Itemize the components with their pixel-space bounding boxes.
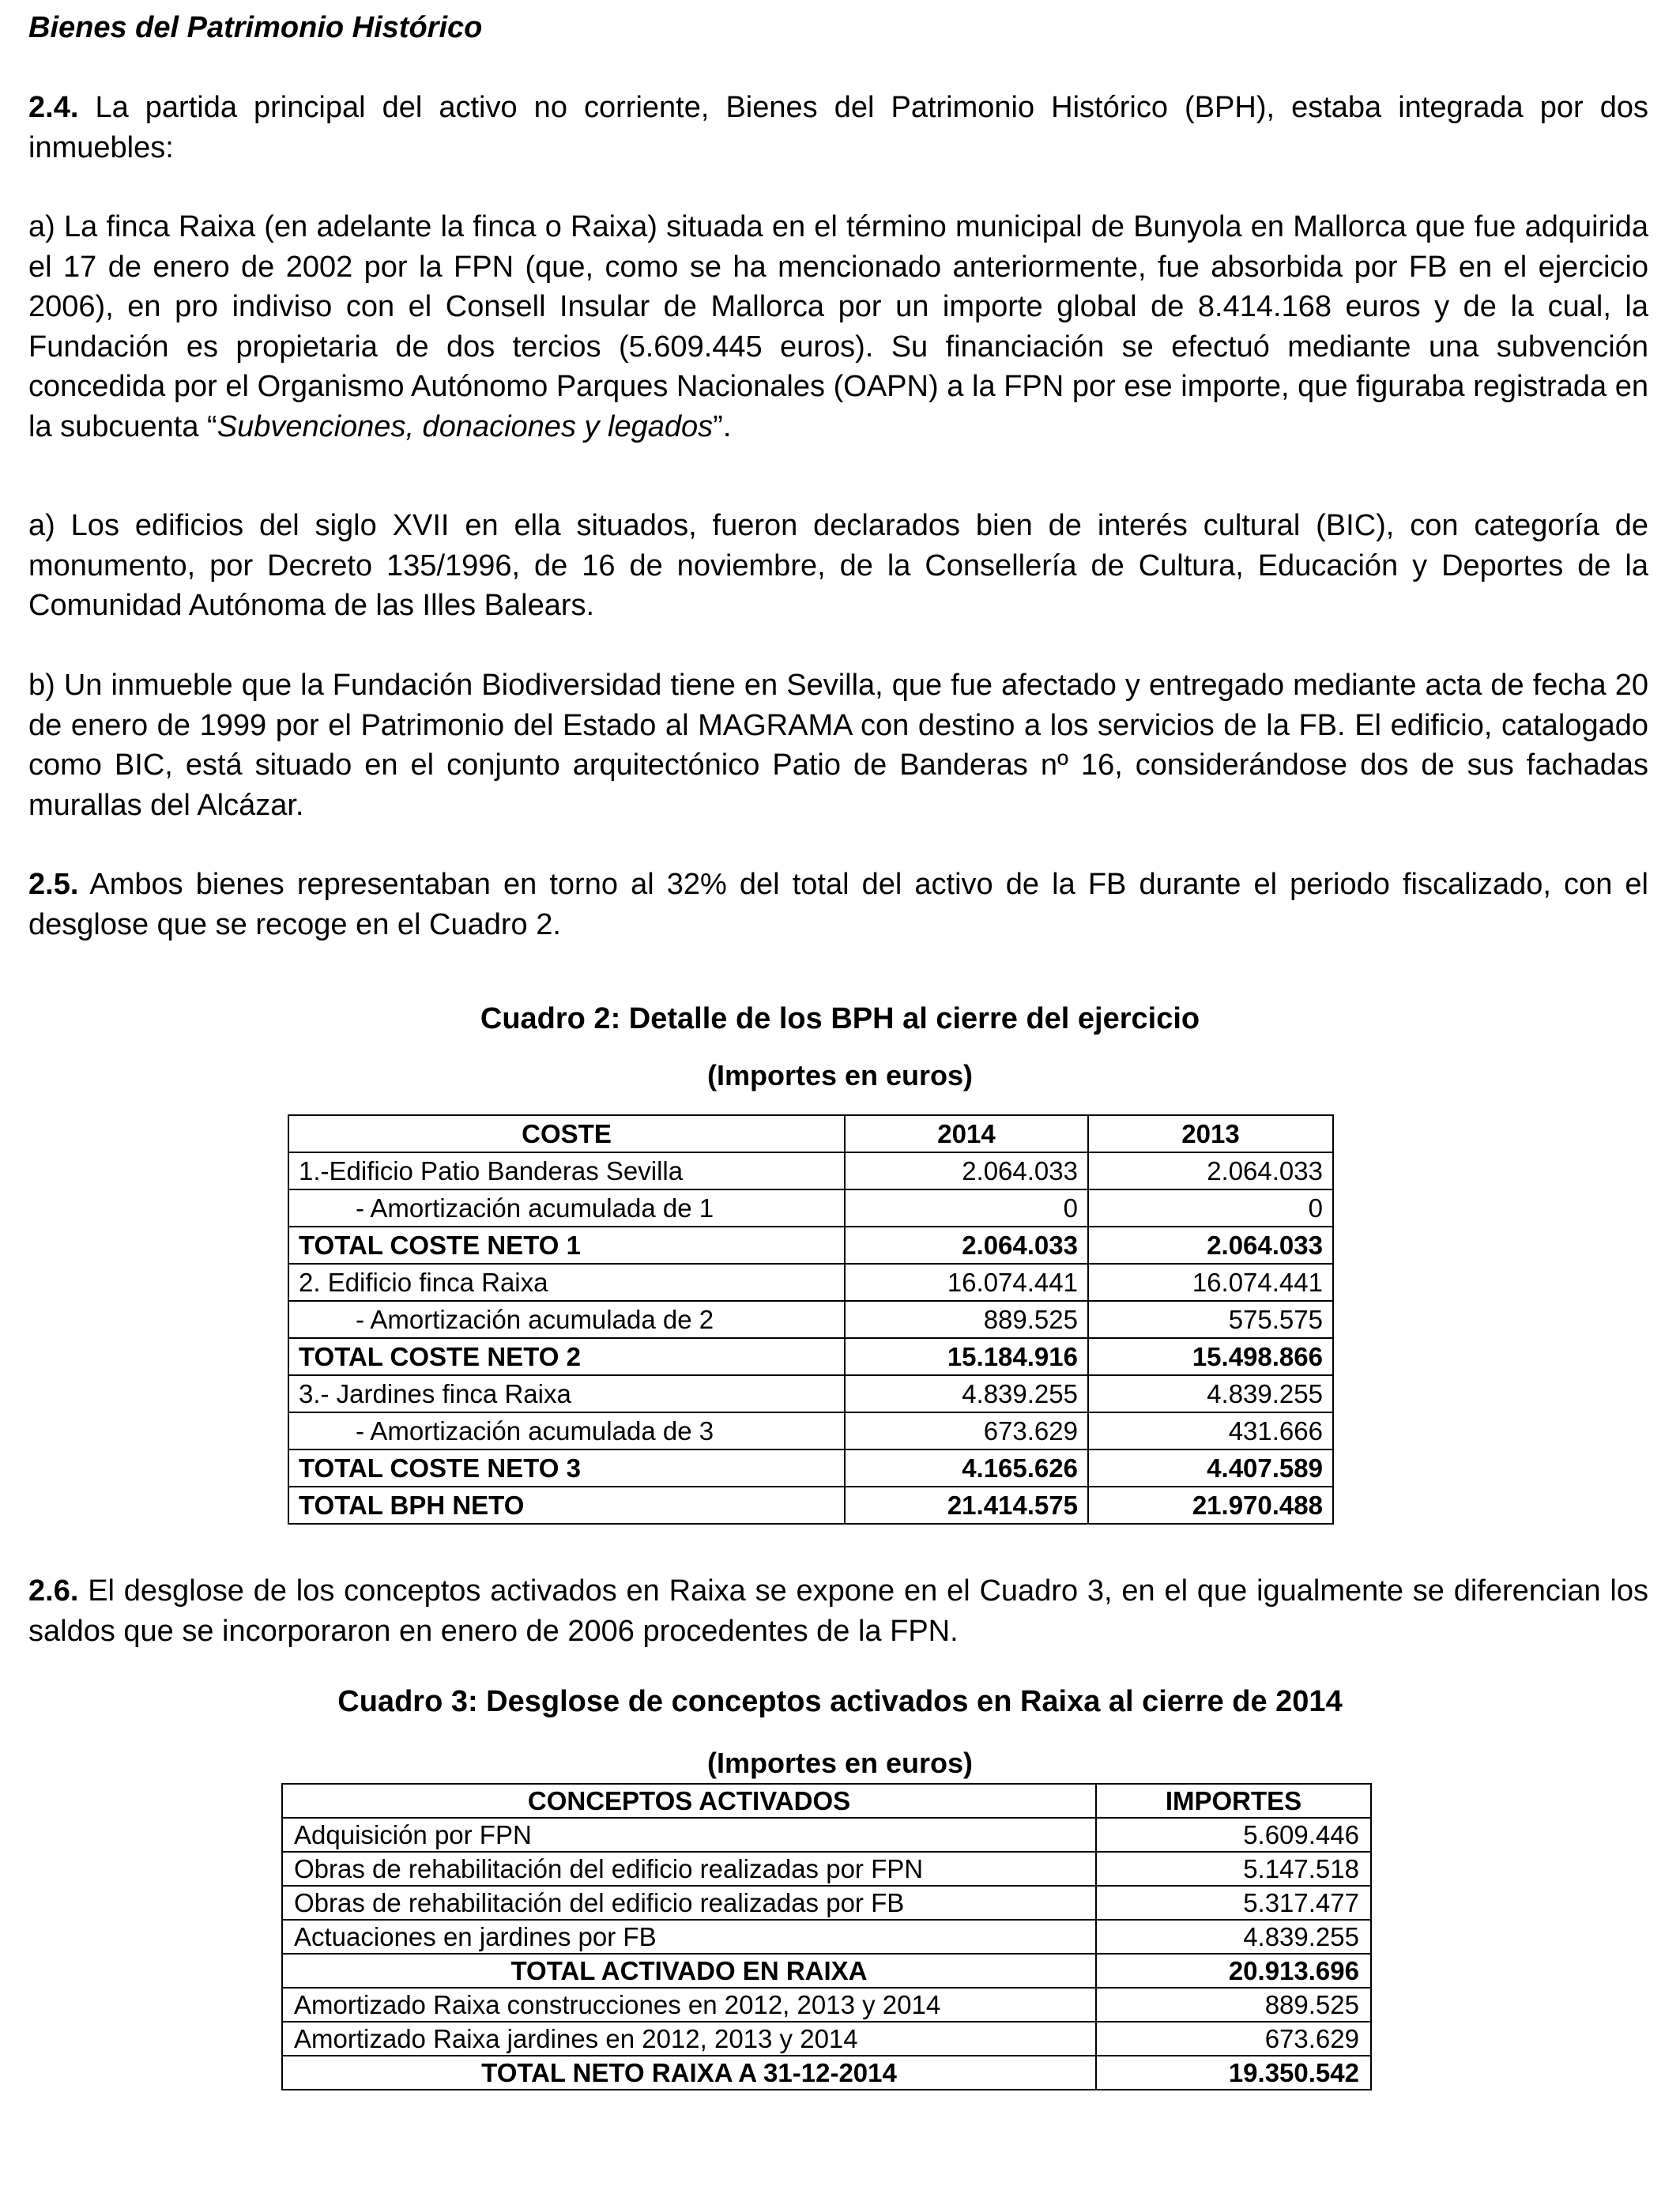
cell-importe: 889.525: [1096, 1988, 1371, 2022]
table-row-total: [288, 1338, 1333, 1375]
row-label: - Amortización acumulada de 1: [288, 1189, 845, 1227]
cell-2014: 21.414.575: [845, 1487, 1088, 1524]
paragraph-number: 2.4.: [28, 91, 79, 124]
table-2: [288, 1114, 1334, 1525]
paragraph-text: a) La finca Raixa (en adelante la finca o Raixa) situada en el término municipal de Bunyola en Mallorca que fue adquirida el 17 de enero de 2002 por la FPN (que, como se ha mencionado anteriormente, fue absorbida por FB en el ejercicio 2006), en pro indiviso con el Consell Insular de Mallorca por un importe global de 8.414.168 euros y de la cual, la Fundación es propietaria de dos tercios (5.609.445 euros). Su financiación se efectuó mediante una subvención concedida por el Organismo Autónomo Parques Nacionales (OAPN) a la FPN por ese importe, que figuraba registrada en la subcuenta “: [28, 210, 1648, 443]
cell-2013: 16.074.441: [1088, 1264, 1333, 1301]
table-row: [282, 1920, 1371, 1954]
row-label: Obras de rehabilitación del edificio realizadas por FB: [282, 1886, 1096, 1920]
row-label: Amortizado Raixa jardines en 2012, 2013 y 2014: [282, 2022, 1096, 2056]
table-row: [288, 1264, 1333, 1301]
cell-importe: 4.839.255: [1096, 1920, 1371, 1954]
row-label: Obras de rehabilitación del edificio realizadas por FPN: [282, 1852, 1096, 1886]
cell-2013: 21.970.488: [1088, 1487, 1333, 1524]
cell-2014: 4.839.255: [845, 1375, 1088, 1412]
table-row: [282, 1852, 1371, 1886]
row-label: 3.- Jardines finca Raixa: [288, 1375, 845, 1412]
section-heading: Bienes del Patrimonio Histórico: [28, 11, 483, 44]
table-header-row: [288, 1115, 1333, 1152]
paragraph-text: El desglose de los conceptos activados en Raixa se expone en el Cuadro 3, en el que igualmente se diferencian los saldos que se incorporaron en enero de 2006 procedentes de la FPN.: [28, 1574, 1648, 1648]
row-label: TOTAL NETO RAIXA A 31-12-2014: [282, 2056, 1096, 2090]
row-label: TOTAL COSTE NETO 3: [288, 1449, 845, 1487]
cell-2013: 2.064.033: [1088, 1227, 1333, 1264]
row-label: Actuaciones en jardines por FB: [282, 1920, 1096, 1954]
table-row: [282, 1988, 1371, 2022]
table-2-title: Cuadro 2: Detalle de los BPH al cierre del ejercicio: [480, 1002, 1200, 1035]
cell-2013: 2.064.033: [1088, 1152, 1333, 1189]
table-row-total: [288, 1449, 1333, 1487]
table-row: [288, 1412, 1333, 1449]
paragraph-number: 2.5.: [28, 868, 79, 901]
table-row: [288, 1301, 1333, 1338]
table-row: [282, 1818, 1371, 1852]
row-label: - Amortización acumulada de 3: [288, 1412, 845, 1449]
table-row-total: [288, 1227, 1333, 1264]
table-row: [282, 2022, 1371, 2056]
cell-2014: 4.165.626: [845, 1449, 1088, 1487]
paragraph-text: La partida principal del activo no corriente, Bienes del Patrimonio Histórico (BPH), estaba integrada por dos inmuebles:: [28, 91, 1648, 164]
cell-2013: 431.666: [1088, 1412, 1333, 1449]
cell-2014: 889.525: [845, 1301, 1088, 1338]
column-header: IMPORTES: [1096, 1784, 1371, 1818]
paragraph-2-5: [28, 865, 1648, 944]
row-label: Adquisición por FPN: [282, 1818, 1096, 1852]
table-3-title: Cuadro 3: Desglose de conceptos activados en Raixa al cierre de 2014: [337, 1685, 1343, 1718]
cell-2013: 4.407.589: [1088, 1449, 1333, 1487]
cell-2014: 16.074.441: [845, 1264, 1088, 1301]
cell-2013: 575.575: [1088, 1301, 1333, 1338]
paragraph-b-sevilla: b) Un inmueble que la Fundación Biodiversidad tiene en Sevilla, que fue afectado y entregado mediante acta de fecha 20 de enero de 1999 por el Patrimonio del Estado al MAGRAMA con destino a los servicios de la FB. El edificio, catalogado como BIC, está situado en el conjunto arquitectónico Patio de Banderas nº 16, considerándose dos de sus fachadas murallas del Alcázar.: [28, 669, 1648, 822]
row-label: 2. Edificio finca Raixa: [288, 1264, 845, 1301]
cell-2014: 673.629: [845, 1412, 1088, 1449]
paragraph-number: 2.6.: [28, 1574, 79, 1608]
cell-importe: 5.609.446: [1096, 1818, 1371, 1852]
table-row-grand-total: [288, 1487, 1333, 1524]
cell-2013: 0: [1088, 1189, 1333, 1227]
cell-importe: 673.629: [1096, 2022, 1371, 2056]
column-header: 2014: [845, 1115, 1088, 1152]
table-3-subtitle: (Importes en euros): [706, 1747, 974, 1779]
paragraph-a-bic: a) Los edificios del siglo XVII en ella situados, fueron declarados bien de interés cultural (BIC), con categoría de monumento, por Decreto 135/1996, de 16 de noviembre, de la Consellería de Cultura, Educación y Deportes de la Comunidad Autónoma de las Illes Balears.: [28, 509, 1648, 622]
table-row: [288, 1375, 1333, 1412]
table-header-row: [282, 1784, 1371, 1818]
table-row-total: [282, 1954, 1371, 1988]
cell-2014: 0: [845, 1189, 1088, 1227]
row-label: TOTAL COSTE NETO 2: [288, 1338, 845, 1375]
cell-importe: 5.317.477: [1096, 1886, 1371, 1920]
table-row: [288, 1152, 1333, 1189]
row-label: TOTAL BPH NETO: [288, 1487, 845, 1524]
cell-importe: 19.350.542: [1096, 2056, 1371, 2090]
row-label: TOTAL ACTIVADO EN RAIXA: [282, 1954, 1096, 1988]
paragraph-2-4: [28, 88, 1648, 168]
cell-importe: 5.147.518: [1096, 1852, 1371, 1886]
paragraph-text: Ambos bienes representaban en torno al 32% del total del activo de la FB durante el periodo fiscalizado, con el desglose que se recoge en el Cuadro 2.: [28, 868, 1648, 941]
table-row: [288, 1189, 1333, 1227]
column-header: COSTE: [288, 1115, 845, 1152]
cell-2013: 4.839.255: [1088, 1375, 1333, 1412]
row-label: 1.-Edificio Patio Banderas Sevilla: [288, 1152, 845, 1189]
paragraph-2-6: [28, 1571, 1648, 1651]
paragraph-end: ”.: [713, 409, 732, 443]
cell-2014: 2.064.033: [845, 1227, 1088, 1264]
cell-importe: 20.913.696: [1096, 1954, 1371, 1988]
table-3: [281, 1783, 1372, 2090]
column-header: CONCEPTOS ACTIVADOS: [282, 1784, 1096, 1818]
row-label: - Amortización acumulada de 2: [288, 1301, 845, 1338]
row-label: Amortizado Raixa construcciones en 2012, 2013 y 2014: [282, 1988, 1096, 2022]
paragraph-a-raixa: [28, 207, 1648, 447]
row-label: TOTAL COSTE NETO 1: [288, 1227, 845, 1264]
column-header: 2013: [1088, 1115, 1333, 1152]
cell-2013: 15.498.866: [1088, 1338, 1333, 1375]
cell-2014: 15.184.916: [845, 1338, 1088, 1375]
table-2-subtitle: (Importes en euros): [706, 1059, 974, 1091]
italic-term: Subvenciones, donaciones y legados: [217, 409, 714, 443]
cell-2014: 2.064.033: [845, 1152, 1088, 1189]
table-row: [282, 1886, 1371, 1920]
table-row-grand-total: [282, 2056, 1371, 2090]
